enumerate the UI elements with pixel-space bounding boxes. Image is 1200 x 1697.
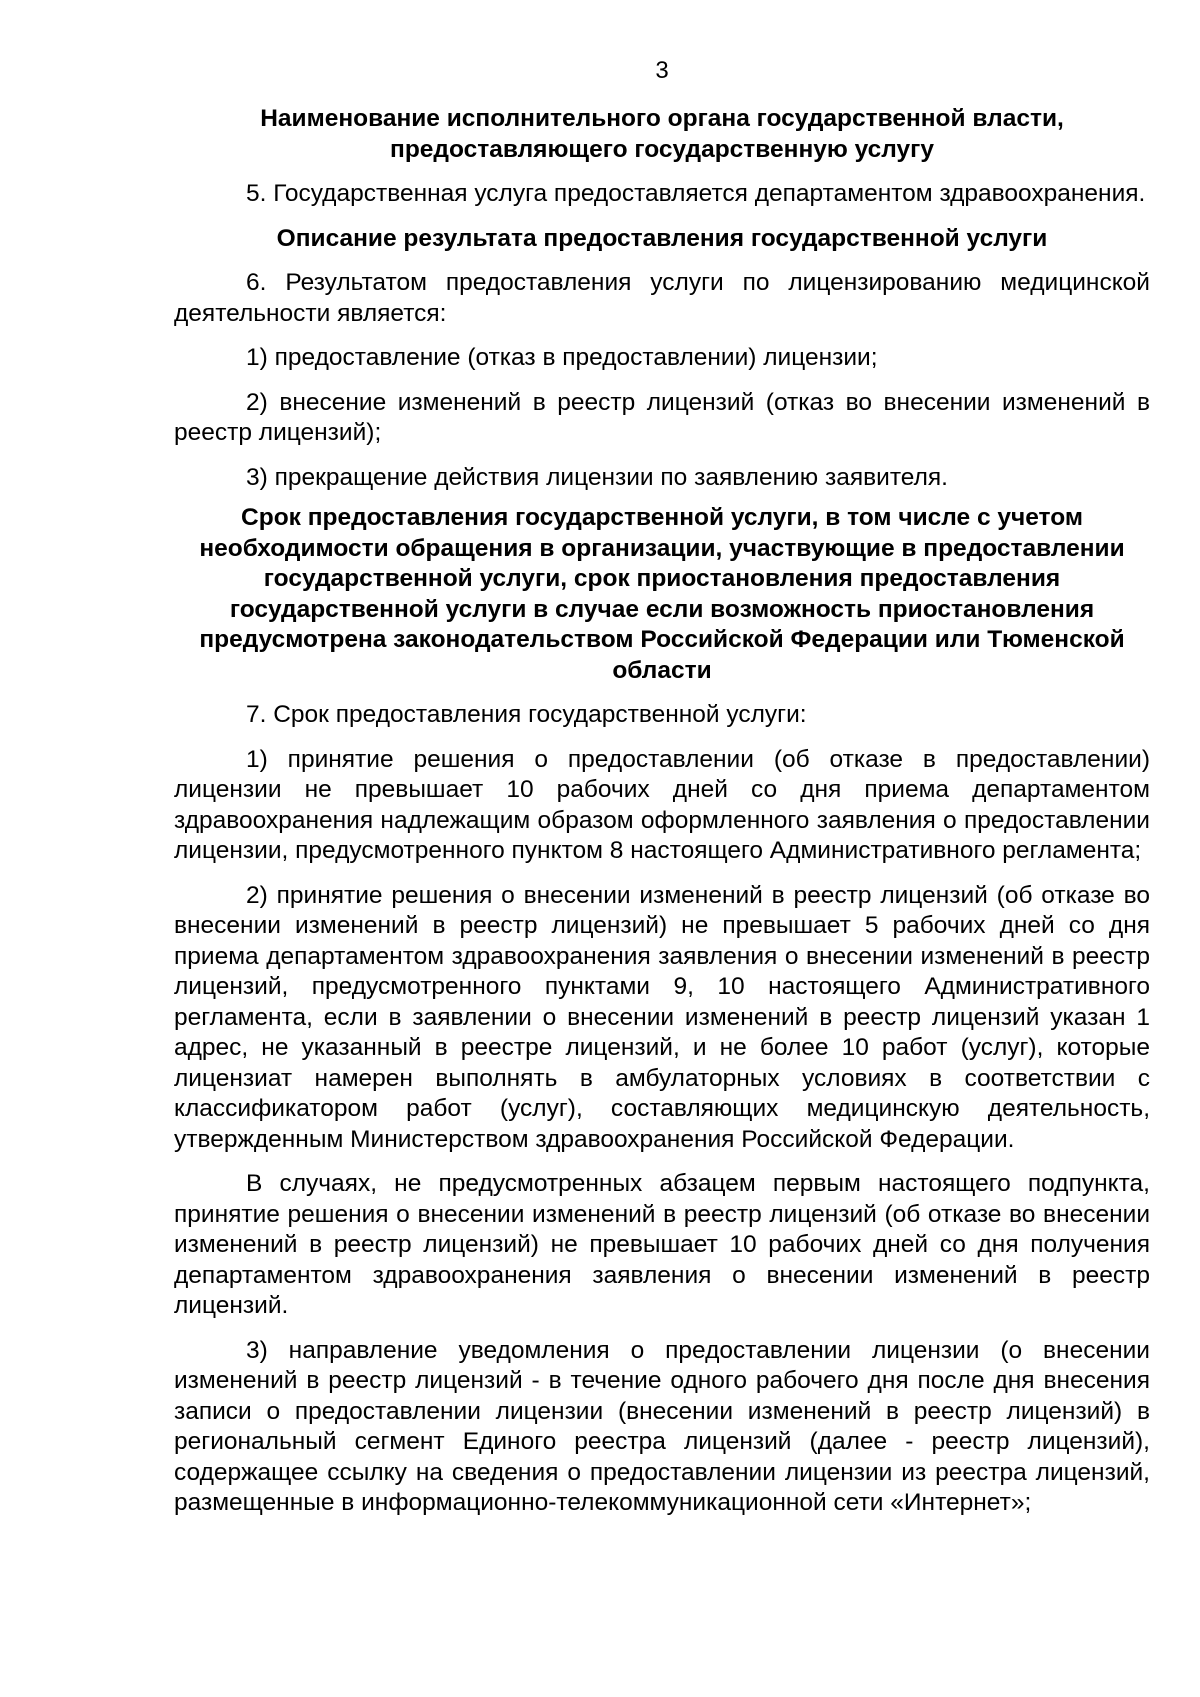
paragraph-6-item-1: 1) предоставление (отказ в предоставлении) лицензии; bbox=[246, 344, 878, 371]
page-number: 3 bbox=[655, 57, 669, 84]
paragraph-7-item-2-note: В случаях, не предусмотренных абзацем первым настоящего подпункта, принятие решения о внесении изменений в реестр лицензий (об отказе во внесении изменений в реестр лицензий) не превышает 10 рабочих дней со дня получения департаментом здравоохранения заявления о внесении изменений в реестр лицензий. bbox=[174, 1170, 1150, 1319]
paragraph-7-item-1: 1) принятие решения о предоставлении (об отказе в предоставлении) лицензии не превышает 10 рабочих дней со дня приема департаментом здравоохранения надлежащим образом оформленного заявления о предоставлении лицензии, предусмотренного пунктом 8 настоящего Административного регламента; bbox=[174, 745, 1150, 864]
paragraph-6-item-3: 3) прекращение действия лицензии по заявлению заявителя. bbox=[246, 463, 948, 491]
section-heading-result-description: Описание результата предоставления государственной услуги bbox=[276, 224, 1048, 252]
paragraph-6: 6. Результатом предоставления услуги по лицензированию медицинской деятельности является: bbox=[174, 269, 1150, 327]
document-page bbox=[174, 56, 1150, 1533]
paragraph-7-item-2: 2) принятие решения о внесении изменений в реестр лицензий (об отказе во внесении изменений в реестр лицензий) не превышает 5 рабочих дней со дня приема департаментом здравоохранения заявления о внесении изменений в реестр лицензий, предусмотренного пунктами 9, 10 настоящего Административного регламента, если в заявлении о внесении изменений в реестр лицензий указан 1 адрес, не указанный в реестре лицензий, и не более 10 работ (услуг), которые лицензиат намерен выполнять в амбулаторных условиях в соответствии с классификатором работ (услуг), составляющих медицинскую деятельность, утвержденным Министерством здравоохранения Российской Федерации. bbox=[174, 881, 1150, 1153]
section-heading-service-term: Срок предоставления государственной услуги, в том числе с учетом необходимости обращения в организации, участвующие в предоставлении государственной услуги, срок приостановления предоставления государственной услуги в случае если возможность приостановления предусмотрена законодательством Российской Федерации или Тюменской области bbox=[199, 504, 1125, 684]
paragraph-7: 7. Срок предоставления государственной услуги: bbox=[246, 701, 807, 728]
paragraph-6-item-2: 2) внесение изменений в реестр лицензий (отказ во внесении изменений в реестр лицензий); bbox=[174, 388, 1150, 446]
section-heading-executive-body: Наименование исполнительного органа государственной власти, предоставляющего государственную услугу bbox=[260, 105, 1064, 163]
paragraph-5: 5. Государственная услуга предоставляется департаментом здравоохранения. bbox=[246, 180, 1146, 207]
paragraph-7-item-3: 3) направление уведомления о предоставлении лицензии (о внесении изменений в реестр лицензий - в течение одного рабочего дня после дня внесения записи о предоставлении лицензии (внесении изменений в реестр лицензий) в региональный сегмент Единого реестра лицензий (далее - реестр лицензий), содержащее ссылку на сведения о предоставлении лицензии из реестра лицензий, размещенные в информационно-телекоммуникационной сети «Интернет»; bbox=[174, 1336, 1150, 1516]
